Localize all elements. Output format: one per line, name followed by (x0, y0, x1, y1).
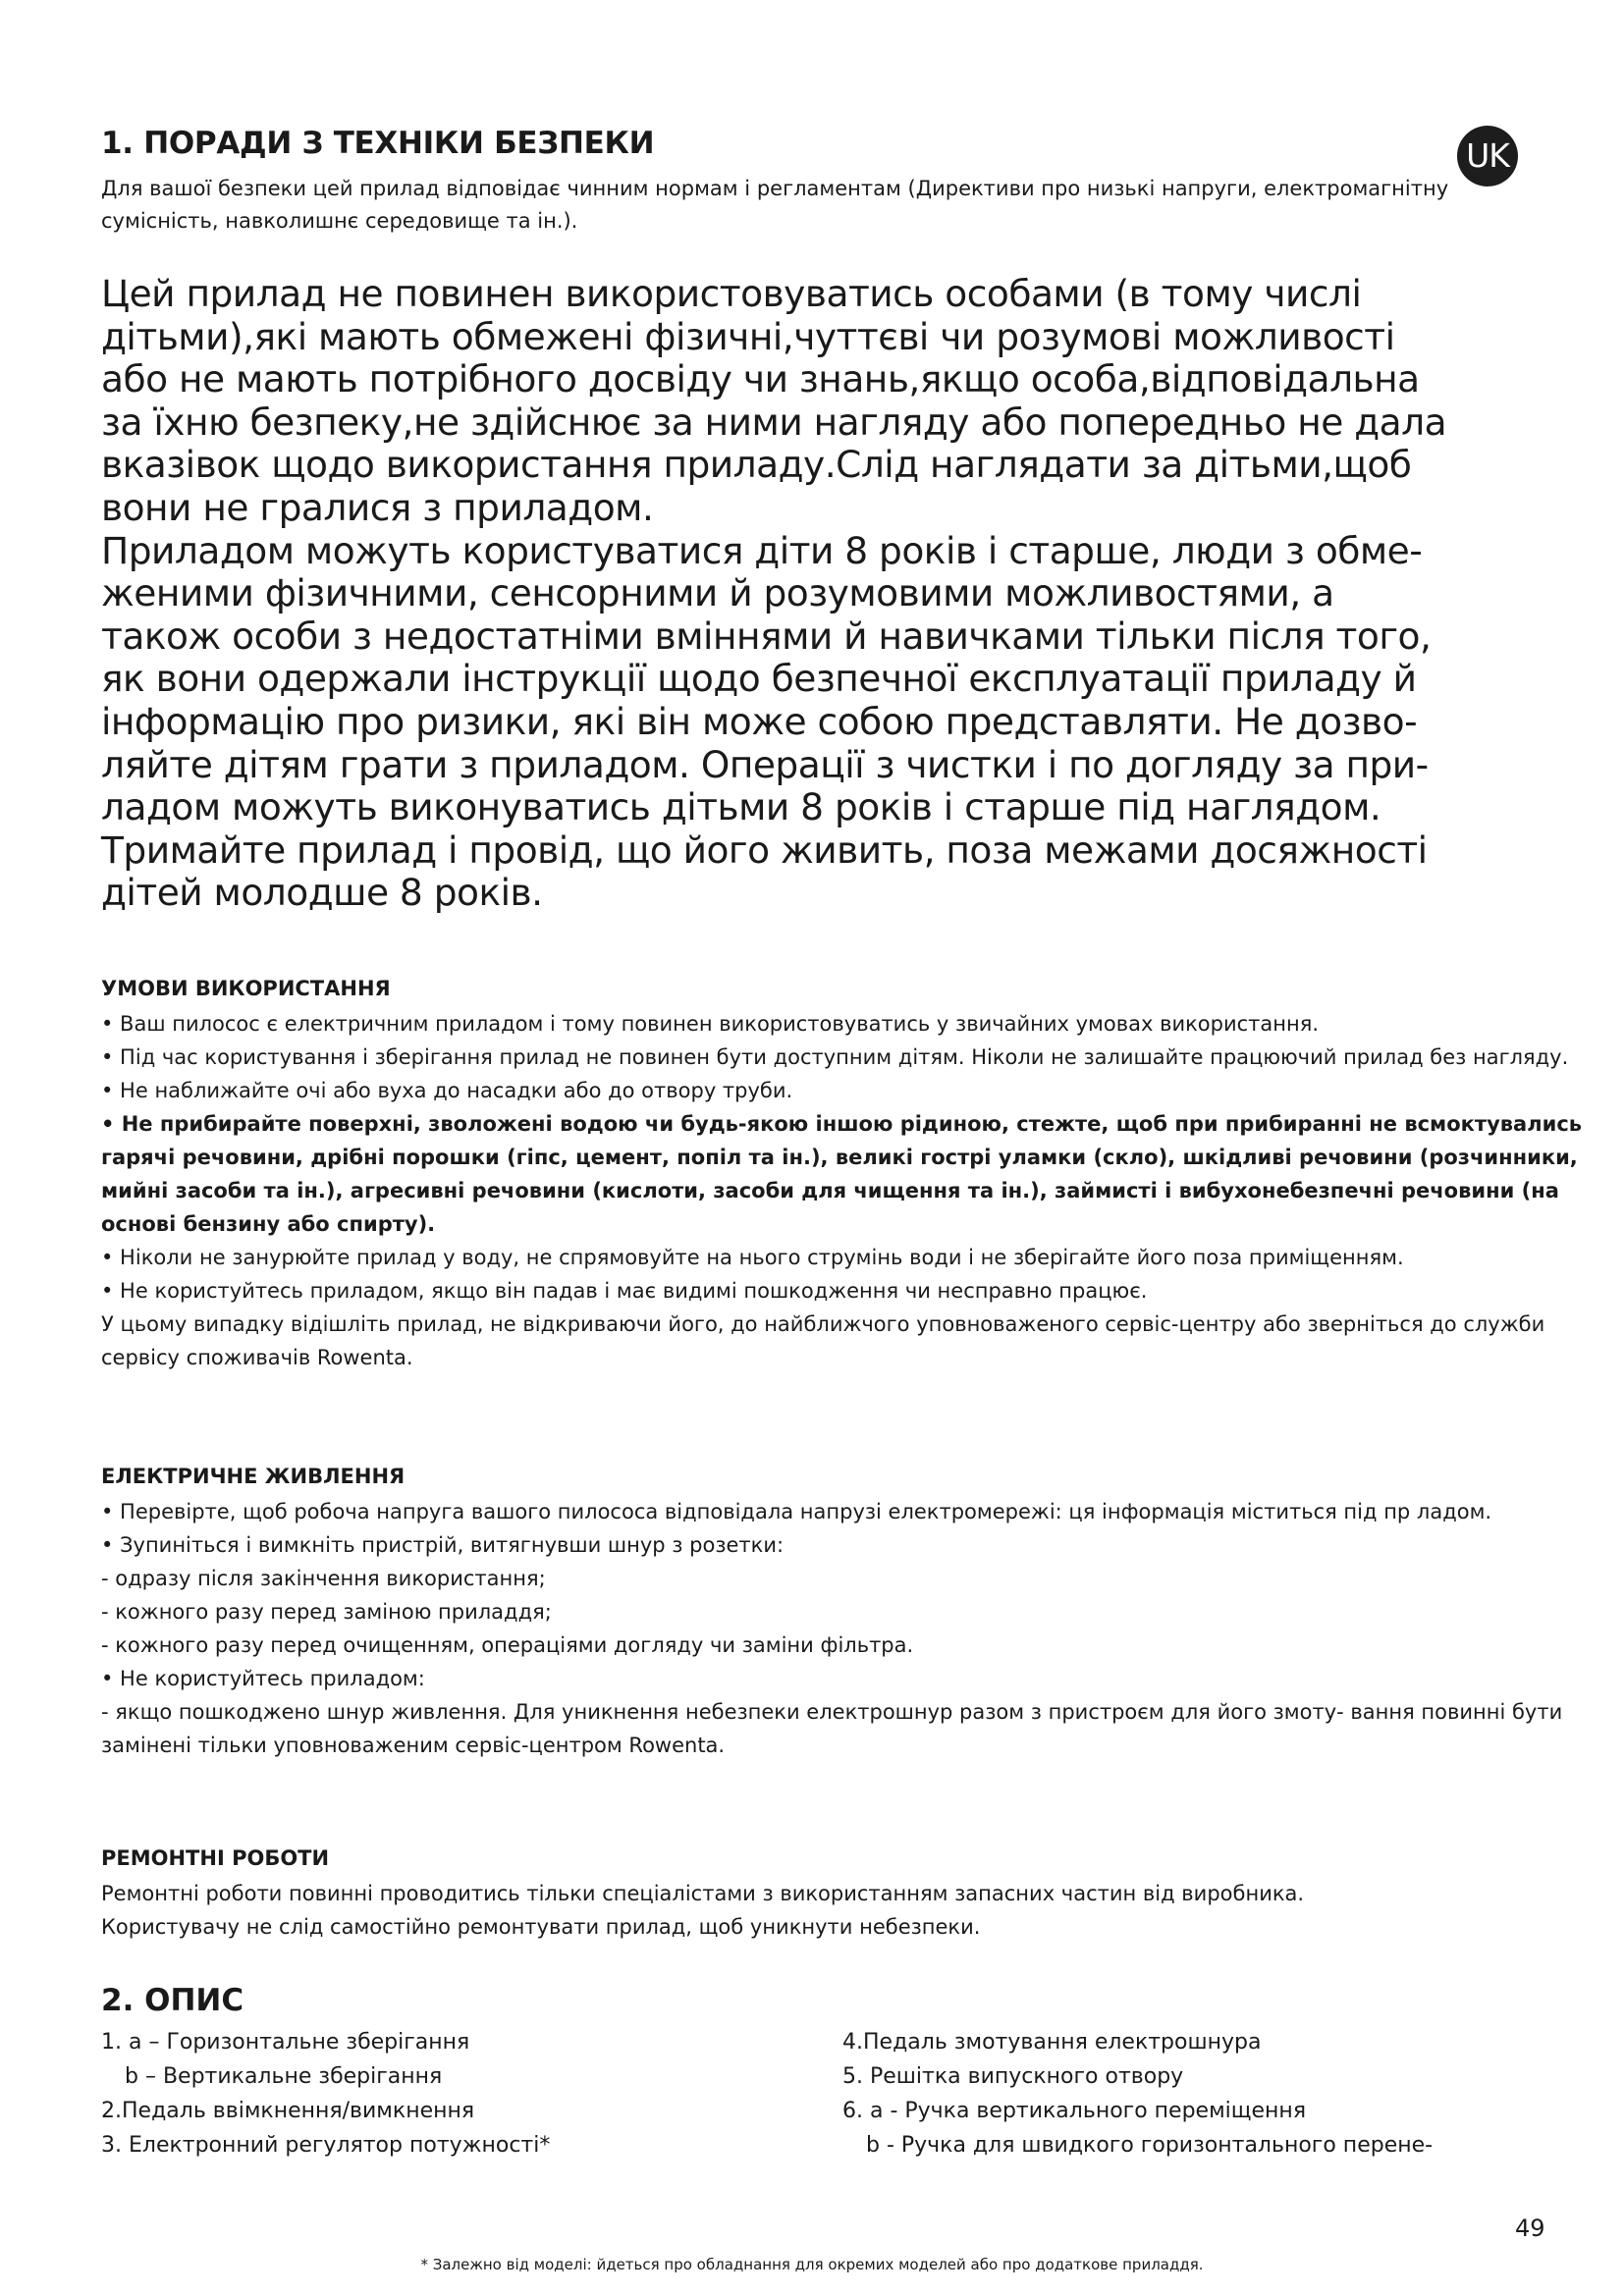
repair-paragraph: Ремонтні роботи повинні проводитись тільки спеціалістами з використанням запасних частин від виробника. (101, 1882, 1305, 1905)
usage-section (101, 972, 1594, 1374)
warning-line: ладом можуть виконуватись дітьми 8 років і старше під наглядом. (101, 785, 1381, 829)
warning-line: дітей молодше 8 років. (101, 871, 543, 915)
usage-paragraph: • Ніколи не занурюйте прилад у воду, не спрямовуйте на нього струмінь води і не зберігайте його поза приміщенням. (101, 1246, 1404, 1269)
warning-line: інформацію про ризики, які він може собою представляти. Не дозво- (101, 699, 1418, 743)
description-item: 2.Педаль ввімкнення/вимкнення (101, 2099, 475, 2123)
footnote: * Залежно від моделі: йдеться про обладнання для окремих моделей або про додаткове приладдя. (420, 2256, 1204, 2273)
warning-line: або не мають потрібного досвіду чи знань,якщо особа,відповідальна (101, 357, 1420, 401)
power-section (101, 1460, 1594, 1762)
description-item: b - Ручка для швидкого горизонтального перене- (866, 2133, 1434, 2158)
warning-line: женими фізичними, сенсорними й розумовими можливостями, а (101, 571, 1334, 615)
usage-paragraph: • Не наближайте очі або вуха до насадки або до отвору труби. (101, 1079, 793, 1102)
description-item: 3. Електронний регулятор потужності* (101, 2133, 551, 2158)
description-right-column (842, 2025, 1433, 2163)
section-1-title: 1. ПОРАДИ З ТЕХНІКИ БЕЗПЕКИ (101, 126, 655, 161)
warning-line: вказівок щодо використання приладу.Слід наглядати за дітьми,щоб (101, 443, 1412, 487)
warning-line: Цей прилад не повинен використовуватись особами (в тому числі (101, 272, 1362, 315)
power-paragraph: • Не користуйтесь приладом: (101, 1667, 425, 1690)
language-badge: UK (1457, 126, 1518, 187)
description-left-column (101, 2025, 550, 2163)
power-paragraph: • Перевірте, щоб робоча напруга вашого пилососа відповідала напрузі електромережі: ця інформація міститься під пр ладом. (101, 1500, 1492, 1523)
warning-line: за їхню безпеку,не здійснює за ними нагляду або попередньо не дала (101, 400, 1447, 444)
usage-title: УМОВИ ВИКОРИСТАННЯ (101, 977, 391, 1000)
description-item: 4.Педаль змотування електрошнура (842, 2030, 1262, 2055)
usage-paragraph-bold: • Не прибирайте поверхні, зволожені водою чи будь-якою іншою рідиною, стежте, щоб при прибиранні не всмоктувались гарячі речовини, дрібні порошки (гіпс, цемент, попіл та ін.), великі гострі уламки (скло), шкідливі речовини (розчинники, мийні засоби та ін.), агресивні речовини (кислоти, засоби для чищення та ін.), займисті і вибухонебезпечні речовини (на основі бензину або спирту). (101, 1112, 1583, 1236)
safety-warning (101, 273, 1544, 915)
power-paragraph: - одразу після закінчення використання; (101, 1567, 546, 1590)
description-item: 1. a – Горизонтальне зберігання (101, 2030, 470, 2055)
warning-line: дітьми),які мають обмежені фізичні,чуттєві чи розумові можливості (101, 314, 1395, 358)
usage-paragraph: • Ваш пилосос є електричним приладом і тому повинен використовуватись у звичайних умовах використання. (101, 1012, 1320, 1036)
usage-paragraph: • Під час користування і зберігання прилад не повинен бути доступним дітям. Ніколи не залишайте працюючий прилад без нагляду. (101, 1045, 1569, 1069)
warning-line: як вони одержали інструкції щодо безпечної експлуатації приладу й (101, 657, 1417, 701)
repair-paragraph: Користувачу не слід самостійно ремонтувати прилад, щоб уникнути небезпеки. (101, 1915, 981, 1939)
repair-section (101, 1842, 1594, 1944)
section-2-title: 2. ОПИС (101, 1983, 244, 2018)
power-paragraph: - кожного разу перед очищенням, операціями догляду чи заміни фільтра. (101, 1633, 914, 1657)
warning-line: ляйте дітям грати з приладом. Операції з чистки і по догляду за при- (101, 742, 1429, 786)
warning-line: Тримайте прилад і провід, що його живить, поза межами досяжності (101, 828, 1428, 872)
description-item: b – Вертикальне зберігання (125, 2064, 443, 2089)
repair-title: РЕМОНТНІ РОБОТИ (101, 1846, 330, 1870)
usage-paragraph: У цьому випадку відішліть прилад, не відкриваючи його, до найближчого уповноваженого сервіс-центру або зверніться до служби сервісу споживачів Rowenta. (101, 1312, 1545, 1369)
page-number: 49 (1515, 2215, 1545, 2242)
usage-paragraph: • Не користуйтесь приладом, якщо він падав і має видимі пошкодження чи несправно працює. (101, 1279, 1148, 1303)
description-item: 5. Решітка випускного отвору (842, 2064, 1184, 2089)
power-paragraph: - кожного разу перед заміною приладдя; (101, 1600, 552, 1624)
warning-line: Приладом можуть користуватися діти 8 років і старше, люди з обме- (101, 528, 1423, 572)
description-item: 6. a - Ручка вертикального переміщення (842, 2099, 1307, 2123)
section-1-intro: Для вашої безпеки цей прилад відповідає чинним нормам і регламентам (Директиви про низькі напруги, електромагнітну сумісність, навколишнє середовище та ін.). (101, 177, 1449, 233)
warning-line: вони не гралися з приладом. (101, 485, 654, 529)
warning-line: також особи з недостатніми вміннями й навичками тільки після того, (101, 614, 1432, 658)
power-paragraph: - якщо пошкоджено шнур живлення. Для уникнення небезпеки електрошнур разом з пристроєм для його змоту- вання повинні бути замінені тільки уповноваженим сервіс-центром Rowenta. (101, 1700, 1563, 1757)
power-title: ЕЛЕКТРИЧНЕ ЖИВЛЕННЯ (101, 1465, 406, 1488)
power-paragraph: • Зупиніться і вимкніть пристрій, витягнувши шнур з розетки: (101, 1533, 785, 1557)
